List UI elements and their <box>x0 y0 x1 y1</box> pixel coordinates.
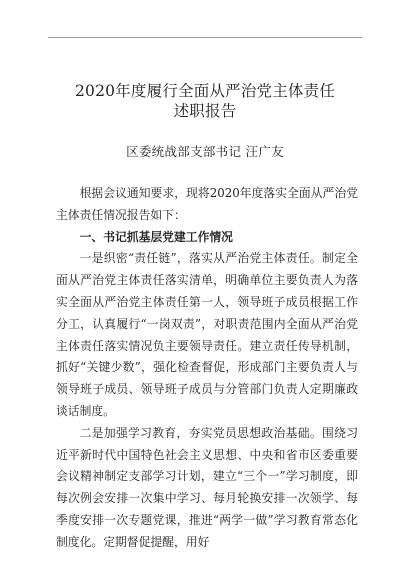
intro-paragraph: 根据会议通知要求，现将2020年度落实全面从严治党主体责任情况报告如下： <box>56 186 358 222</box>
body-paragraph-1: 一是织密“责任链”，落实从严治党主体责任。制定全面从严治党主体责任落实清单，明确单位主要负责人为落实全面从严治党主体责任第一人，领导班子成员根据工作分工，认真履行“一岗双责”，对职责范围内全面从严治党主体责任落实情况负主要领导责任。建立责任传导机制，抓好“关键少数”，强化检查督促，形成部门主要负责人与领导班子成员、领导班子成员与分管部门负责人定期廉政谈话制度。 <box>56 251 358 418</box>
body-paragraph-2: 二是加强学习教育，夯实党员思想政治基础。围绕习近平新时代中国特色社会主义思想、中央和省市区委重要会议精神制定支部学习计划，建立“三个一”学习制度，即每次例会安排一次集中学习、每月轮换安排一次领学、每季度安排一次专题党课，推进“两学一做”学习教育常态化制度化。定期督促提醒，用好 <box>56 425 358 549</box>
author-line: 区委统战部支部书记 汪广友 <box>126 144 284 159</box>
section-heading: 一、书记抓基层党建工作情况 <box>79 229 233 244</box>
document-title-line2: 述职报告 <box>173 102 237 120</box>
document-body <box>56 183 358 554</box>
document-title-line1: 2020年度履行全面从严治党主体责任 <box>74 82 336 100</box>
header-rule <box>48 37 362 38</box>
